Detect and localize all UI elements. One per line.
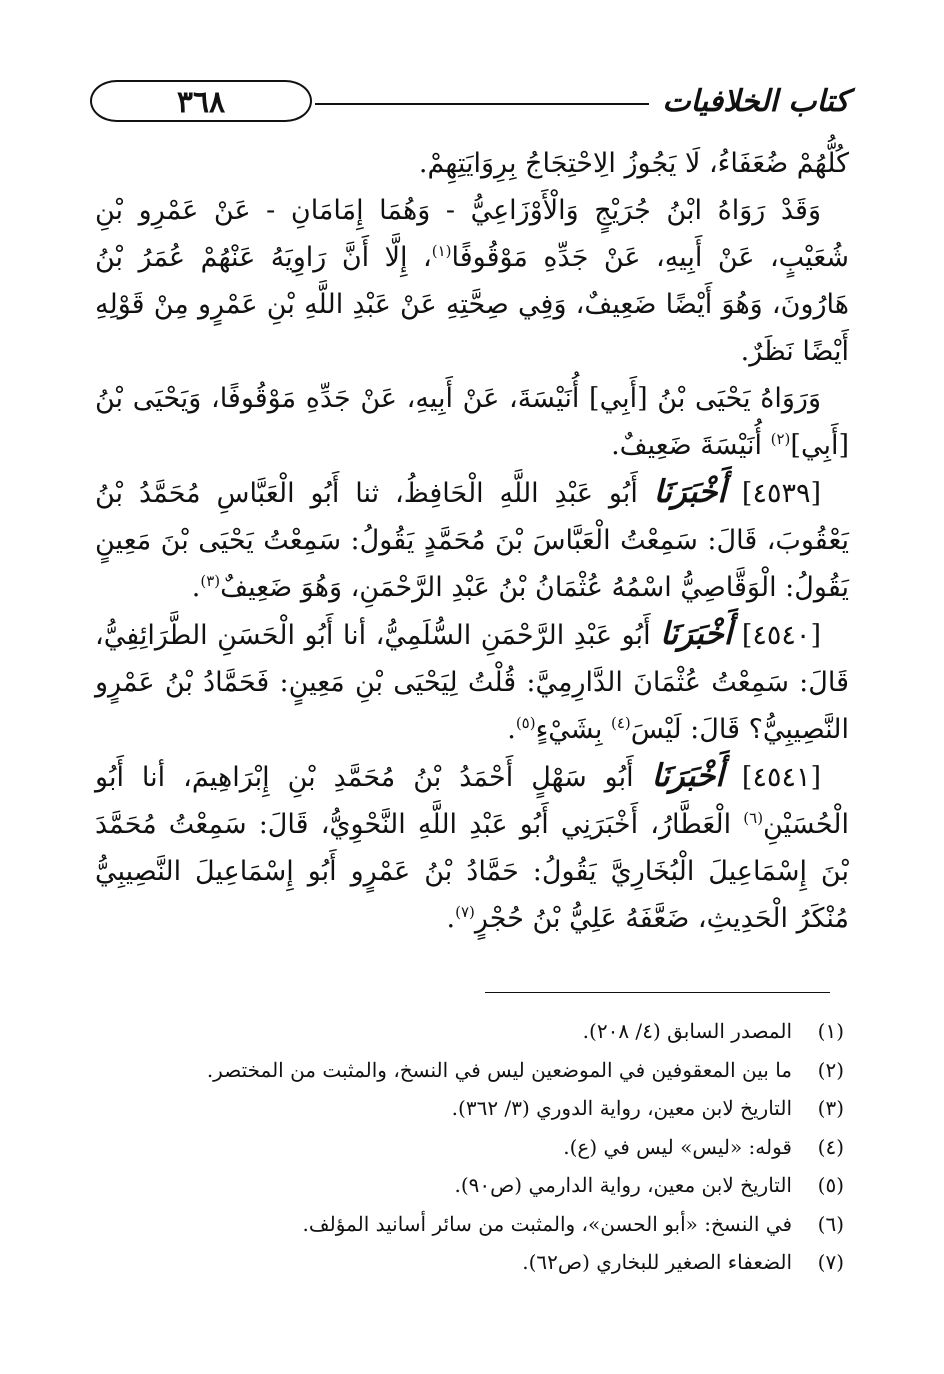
footnote-text: ما بين المعقوفين في الموضعين ليس في النسخ، والمثبت من المختصر. bbox=[206, 1057, 792, 1082]
hadith-number: [٤٥٣٩] bbox=[741, 478, 821, 509]
footnote-item bbox=[95, 1166, 844, 1205]
paragraph-2 bbox=[95, 187, 849, 375]
hadith-4539 bbox=[95, 469, 849, 611]
footnote-ref[interactable]: (٢) bbox=[770, 430, 791, 448]
footnote-text: قوله: «ليس» ليس في (ع). bbox=[563, 1134, 792, 1159]
footnote-text: الضعفاء الصغير للبخاري (ص٦٢). bbox=[522, 1250, 792, 1274]
footnote-separator bbox=[485, 992, 830, 993]
akhbarana-label: أَخْبَرَنَا bbox=[660, 616, 733, 652]
text-span: ، إِلَّا أَنَّ رَاوِيَهُ عَنْهُمْ عُمَرُ بْنُ هَارُونَ، وَهُوَ أَيْضًا ضَعِيفٌ، وَفِي صِحَّتِهِ عَنْ عَبْدِ اللَّهِ بْنِ عَمْرٍو مِنْ قَوْلِهِ أَيْضًا نَظَرٌ. bbox=[95, 242, 849, 367]
paragraph-3 bbox=[95, 375, 849, 469]
footnote-number: (٤) bbox=[817, 1134, 844, 1159]
text-span: الْعَطَّارُ، أَخْبَرَنِي أَبُو عَبْدِ اللَّهِ النَّحْوِيُّ، قَالَ: سَمِعْتُ مُحَمَّدَ بْنَ إِسْمَاعِيلَ الْبُخَارِيَّ يَقُولُ: حَمَّادُ بْنُ عَمْرٍو أَبُو إِسْمَاعِيلَ النَّصِيبِيُّ مُنْكَرُ الْحَدِيثِ، ضَعَّفَهُ عَلِيُّ بْنُ حُجْرٍ bbox=[95, 809, 849, 934]
footnote-item bbox=[95, 1205, 844, 1244]
footnotes-list bbox=[95, 1012, 844, 1282]
akhbarana-label: أَخْبَرَنَا bbox=[653, 474, 727, 510]
footnote-number: (١) bbox=[817, 1019, 844, 1043]
text-span: أَبُو عَبْدِ الرَّحْمَنِ السُّلَمِيُّ، أنا أَبُو الْحَسَنِ الطَّرَائِفِيُّ، قَالَ: سَمِعْتُ عُثْمَانَ الدَّارِمِيَّ: قُلْتُ لِيَحْيَى بْنِ مَعِينٍ: فَحَمَّادُ بْنُ عَمْرٍو النَّصِيبِيُّ؟ قَالَ: لَيْسَ bbox=[95, 620, 849, 745]
book-title: كتاب الخلافيات bbox=[662, 84, 849, 119]
text-span: أَبُو سَهْلٍ أَحْمَدُ بْنُ مُحَمَّدِ بْنِ إِبْرَاهِيمَ، أنا أَبُو الْحُسَيْنِ bbox=[95, 762, 849, 840]
footnote-number: (٧) bbox=[817, 1250, 844, 1274]
text-span: وَرَوَاهُ يَحْيَى بْنُ [أَبِي] أُنَيْسَةَ، عَنْ أَبِيهِ، عَنْ جَدِّهِ مَوْقُوفًا، وَيَحْيَى بْنُ [أَبِي] bbox=[95, 383, 849, 461]
text-span: . bbox=[507, 714, 516, 745]
akhbarana-label: أَخْبَرَنَا bbox=[651, 758, 724, 794]
main-text bbox=[95, 140, 849, 942]
text-span: بِشَيْءٍ bbox=[535, 714, 611, 745]
footnote-text: التاريخ لابن معين، رواية الدارمي (ص٩٠). bbox=[454, 1173, 792, 1197]
footnote-ref[interactable]: (٥) bbox=[515, 714, 536, 732]
footnote-ref[interactable]: (٣) bbox=[200, 572, 221, 590]
hadith-number: [٤٥٤٠] bbox=[741, 620, 821, 651]
text-span: . bbox=[191, 572, 201, 603]
footnote-ref[interactable]: (٧) bbox=[455, 903, 475, 921]
hadith-number: [٤٥٤١] bbox=[741, 762, 821, 793]
page-number: ٣٦٨ bbox=[90, 80, 312, 122]
footnote-item bbox=[95, 1128, 844, 1167]
text-span: أَبُو عَبْدِ اللَّهِ الْحَافِظُ، ثنا أَبُو الْعَبَّاسِ مُحَمَّدُ بْنُ يَعْقُوبَ، قَالَ: سَمِعْتُ الْعَبَّاسَ بْنَ مُحَمَّدٍ يَقُولُ: سَمِعْتُ يَحْيَى بْنَ مَعِينٍ يَقُولُ: الْوَقَّاصِيُّ اسْمُهُ عُثْمَانُ بْنُ عَبْدِ الرَّحْمَنِ، وَهُوَ ضَعِيفٌ bbox=[95, 478, 849, 603]
footnote-text: التاريخ لابن معين، رواية الدوري (٣/ ٣٦٢). bbox=[451, 1096, 792, 1120]
footnote-item bbox=[95, 1012, 844, 1051]
footnote-text: المصدر السابق (٤/ ٢٠٨). bbox=[582, 1019, 792, 1043]
text-span: . bbox=[446, 903, 456, 934]
footnote-ref[interactable]: (٤) bbox=[610, 714, 631, 732]
text-span: كُلُّهُمْ ضُعَفَاءُ، لَا يَجُوزُ الِاحْتِجَاجُ بِرِوَايَتِهِمْ. bbox=[418, 148, 849, 179]
hadith-4541 bbox=[95, 753, 849, 942]
footnote-ref[interactable]: (١) bbox=[431, 242, 452, 260]
text-span: وَقَدْ رَوَاهُ ابْنُ جُرَيْجٍ وَالْأَوْزَاعِيُّ - وَهُمَا إِمَامَانِ - عَنْ عَمْرِو بْنِ شُعَيْبٍ، عَنْ أَبِيهِ، عَنْ جَدِّهِ مَوْقُوفًا bbox=[95, 195, 849, 273]
footnote-ref[interactable]: (٦) bbox=[743, 809, 764, 827]
footnote-number: (٥) bbox=[817, 1173, 844, 1197]
footnote-item bbox=[95, 1051, 844, 1090]
footnote-number: (٣) bbox=[817, 1096, 844, 1120]
header-rule bbox=[315, 103, 649, 105]
text-span: أُنَيْسَةَ ضَعِيفٌ. bbox=[611, 430, 771, 461]
page-header bbox=[90, 70, 849, 130]
footnote-item bbox=[95, 1243, 844, 1282]
footnote-number: (٢) bbox=[817, 1057, 844, 1082]
paragraph-1 bbox=[95, 140, 849, 187]
footnote-number: (٦) bbox=[817, 1211, 844, 1236]
footnote-text: في النسخ: «أبو الحسن»، والمثبت من سائر أسانيد المؤلف. bbox=[302, 1211, 792, 1236]
hadith-4540 bbox=[95, 611, 849, 753]
footnote-item bbox=[95, 1089, 844, 1128]
